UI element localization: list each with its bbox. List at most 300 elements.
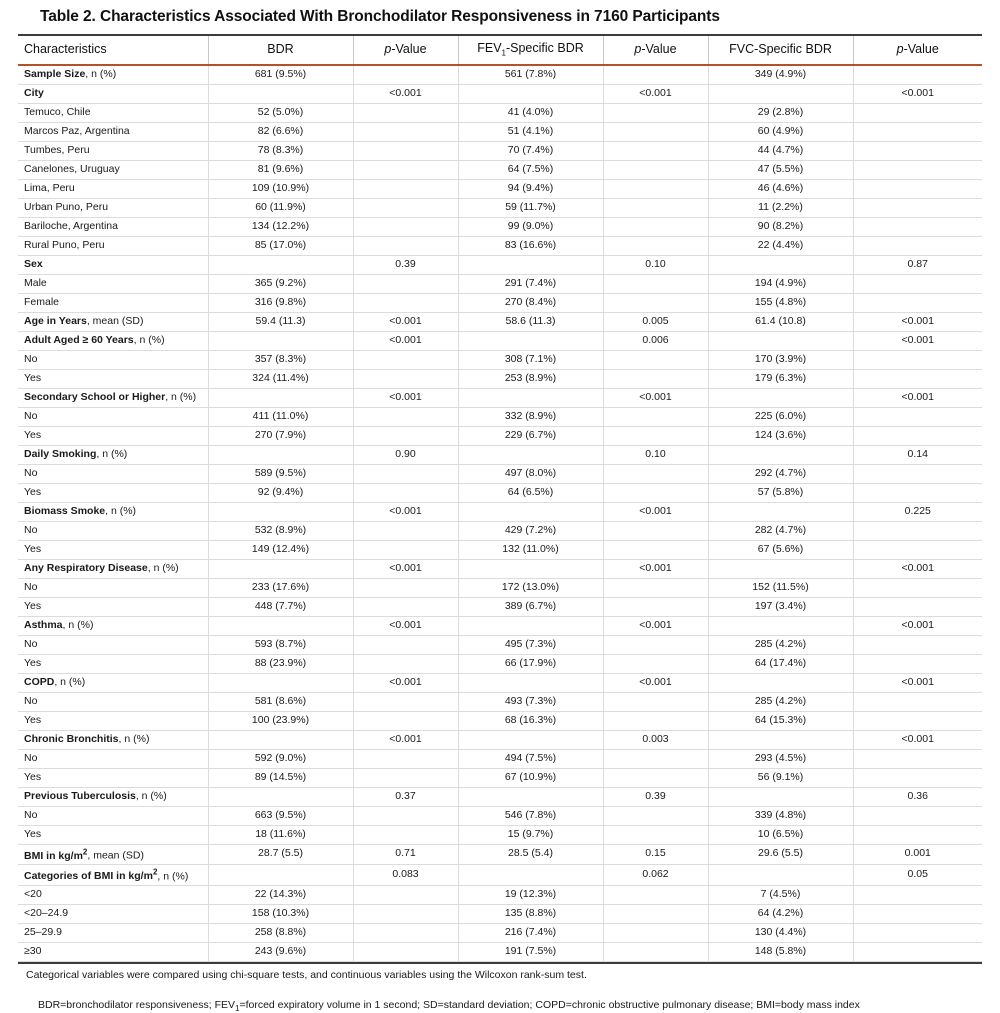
- cell-pvalue-3: [853, 179, 982, 198]
- cell-bdr: [208, 255, 353, 274]
- row-label: Yes: [18, 483, 208, 502]
- table-row: [18, 331, 982, 350]
- cell-pvalue-2: [603, 635, 708, 654]
- row-label: No: [18, 806, 208, 825]
- cell-fvc: 22 (4.4%): [708, 236, 853, 255]
- cell-fvc: 10 (6.5%): [708, 825, 853, 844]
- cell-fvc: 292 (4.7%): [708, 464, 853, 483]
- cell-pvalue-1: [353, 635, 458, 654]
- cell-pvalue-1: <0.001: [353, 559, 458, 578]
- cell-pvalue-3: [853, 711, 982, 730]
- cell-pvalue-3: <0.001: [853, 559, 982, 578]
- cell-pvalue-3: [853, 198, 982, 217]
- table-row: [18, 217, 982, 236]
- cell-pvalue-1: [353, 217, 458, 236]
- cell-pvalue-2: 0.005: [603, 312, 708, 331]
- cell-bdr: 18 (11.6%): [208, 825, 353, 844]
- cell-fvc: [708, 673, 853, 692]
- cell-pvalue-1: <0.001: [353, 502, 458, 521]
- cell-pvalue-1: 0.39: [353, 255, 458, 274]
- cell-bdr: [208, 673, 353, 692]
- table-row: [18, 635, 982, 654]
- column-header-fvc-bdr: FVC-Specific BDR: [708, 36, 853, 64]
- cell-pvalue-1: [353, 236, 458, 255]
- cell-bdr: 88 (23.9%): [208, 654, 353, 673]
- cell-pvalue-2: <0.001: [603, 84, 708, 103]
- cell-fev1: 493 (7.3%): [458, 692, 603, 711]
- row-label: No: [18, 692, 208, 711]
- cell-pvalue-2: [603, 923, 708, 942]
- cell-pvalue-2: [603, 692, 708, 711]
- cell-pvalue-2: [603, 483, 708, 502]
- cell-fvc: [708, 255, 853, 274]
- cell-fvc: [708, 730, 853, 749]
- cell-fev1: [458, 502, 603, 521]
- cell-pvalue-2: [603, 464, 708, 483]
- table-row: [18, 730, 982, 749]
- table-row: [18, 122, 982, 141]
- cell-pvalue-1: [353, 578, 458, 597]
- cell-bdr: 357 (8.3%): [208, 350, 353, 369]
- cell-pvalue-3: [853, 806, 982, 825]
- cell-pvalue-1: [353, 179, 458, 198]
- cell-bdr: 100 (23.9%): [208, 711, 353, 730]
- table-row: [18, 654, 982, 673]
- cell-pvalue-1: [353, 806, 458, 825]
- row-label: No: [18, 635, 208, 654]
- cell-pvalue-1: <0.001: [353, 312, 458, 331]
- cell-pvalue-1: <0.001: [353, 673, 458, 692]
- cell-fev1: 191 (7.5%): [458, 942, 603, 961]
- row-label: No: [18, 407, 208, 426]
- cell-fvc: [708, 559, 853, 578]
- table-row: [18, 865, 982, 886]
- cell-fev1: 229 (6.7%): [458, 426, 603, 445]
- table-row: [18, 66, 982, 85]
- footnote-abbreviations: BDR=bronchodilator responsiveness; $FEV_1=forced$ expiratory volume in 1 second; SD=standard deviation; COPD=chronic obstructive pulmonary disease; BMI=body mass index: [38, 998, 860, 1013]
- cell-bdr: 92 (9.4%): [208, 483, 353, 502]
- cell-pvalue-3: [853, 122, 982, 141]
- cell-pvalue-3: [853, 274, 982, 293]
- cell-pvalue-1: [353, 160, 458, 179]
- cell-fev1: [458, 730, 603, 749]
- cell-bdr: 89 (14.5%): [208, 768, 353, 787]
- cell-fvc: 155 (4.8%): [708, 293, 853, 312]
- table-row: [18, 255, 982, 274]
- cell-fev1: 429 (7.2%): [458, 521, 603, 540]
- cell-pvalue-3: [853, 923, 982, 942]
- cell-pvalue-1: [353, 66, 458, 85]
- row-label: Yes: [18, 426, 208, 445]
- cell-pvalue-1: [353, 103, 458, 122]
- cell-fev1: 58.6 (11.3): [458, 312, 603, 331]
- row-label: Temuco, Chile: [18, 103, 208, 122]
- cell-fvc: 61.4 (10.8): [708, 312, 853, 331]
- table-row: [18, 673, 982, 692]
- cell-bdr: 158 (10.3%): [208, 904, 353, 923]
- cell-fvc: 11 (2.2%): [708, 198, 853, 217]
- cell-pvalue-2: [603, 578, 708, 597]
- table-row: [18, 825, 982, 844]
- row-label: <20–24.9: [18, 904, 208, 923]
- cell-pvalue-1: 0.083: [353, 865, 458, 886]
- row-label: Sample Size, n (%): [18, 66, 208, 85]
- cell-fev1: 332 (8.9%): [458, 407, 603, 426]
- table-row: [18, 844, 982, 865]
- cell-pvalue-1: <0.001: [353, 388, 458, 407]
- row-label: Chronic Bronchitis, n (%): [18, 730, 208, 749]
- cell-fvc: [708, 865, 853, 886]
- cell-fev1: 253 (8.9%): [458, 369, 603, 388]
- cell-fvc: 148 (5.8%): [708, 942, 853, 961]
- cell-pvalue-3: [853, 904, 982, 923]
- cell-pvalue-2: [603, 141, 708, 160]
- cell-fev1: [458, 445, 603, 464]
- cell-bdr: 593 (8.7%): [208, 635, 353, 654]
- cell-fvc: 130 (4.4%): [708, 923, 853, 942]
- row-label: Yes: [18, 540, 208, 559]
- table-row: [18, 483, 982, 502]
- cell-fvc: [708, 787, 853, 806]
- cell-pvalue-1: [353, 122, 458, 141]
- table-row: [18, 236, 982, 255]
- cell-fvc: 285 (4.2%): [708, 692, 853, 711]
- cell-fev1: 99 (9.0%): [458, 217, 603, 236]
- cell-fev1: 135 (8.8%): [458, 904, 603, 923]
- table-row: [18, 692, 982, 711]
- cell-bdr: 448 (7.7%): [208, 597, 353, 616]
- cell-fev1: 51 (4.1%): [458, 122, 603, 141]
- table-row: [18, 904, 982, 923]
- cell-pvalue-2: [603, 768, 708, 787]
- cell-fev1: [458, 673, 603, 692]
- cell-fvc: 124 (3.6%): [708, 426, 853, 445]
- table-row: [18, 84, 982, 103]
- cell-pvalue-1: [353, 407, 458, 426]
- cell-bdr: [208, 559, 353, 578]
- cell-fvc: 285 (4.2%): [708, 635, 853, 654]
- cell-fev1: 64 (7.5%): [458, 160, 603, 179]
- cell-pvalue-2: [603, 540, 708, 559]
- cell-bdr: 365 (9.2%): [208, 274, 353, 293]
- cell-pvalue-1: [353, 293, 458, 312]
- cell-fvc: 349 (4.9%): [708, 66, 853, 85]
- cell-fev1: [458, 255, 603, 274]
- cell-fvc: 194 (4.9%): [708, 274, 853, 293]
- cell-pvalue-2: 0.15: [603, 844, 708, 865]
- cell-fvc: 57 (5.8%): [708, 483, 853, 502]
- column-header-bdr: BDR: [208, 36, 353, 64]
- cell-pvalue-3: [853, 293, 982, 312]
- row-label: Asthma, n (%): [18, 616, 208, 635]
- cell-pvalue-3: [853, 768, 982, 787]
- column-header-pvalue-1: p-Value: [353, 36, 458, 64]
- cell-pvalue-3: <0.001: [853, 730, 982, 749]
- table-row: [18, 464, 982, 483]
- cell-fev1: 494 (7.5%): [458, 749, 603, 768]
- table-header: [18, 36, 982, 64]
- cell-fev1: 94 (9.4%): [458, 179, 603, 198]
- cell-pvalue-1: [353, 923, 458, 942]
- table-row: [18, 578, 982, 597]
- cell-pvalue-3: [853, 141, 982, 160]
- cell-bdr: 270 (7.9%): [208, 426, 353, 445]
- cell-fev1: 66 (17.9%): [458, 654, 603, 673]
- cell-pvalue-1: [353, 464, 458, 483]
- cell-bdr: 233 (17.6%): [208, 578, 353, 597]
- cell-fvc: 7 (4.5%): [708, 885, 853, 904]
- cell-pvalue-2: [603, 66, 708, 85]
- column-header-fev1-bdr: $FEV_1$-Specific BDR: [458, 36, 603, 64]
- cell-pvalue-1: [353, 426, 458, 445]
- cell-pvalue-3: [853, 635, 982, 654]
- cell-pvalue-2: [603, 198, 708, 217]
- cell-pvalue-3: [853, 350, 982, 369]
- cell-bdr: 78 (8.3%): [208, 141, 353, 160]
- cell-pvalue-2: <0.001: [603, 388, 708, 407]
- cell-pvalue-3: <0.001: [853, 331, 982, 350]
- cell-fvc: 339 (4.8%): [708, 806, 853, 825]
- cell-pvalue-2: 0.003: [603, 730, 708, 749]
- cell-fev1: 291 (7.4%): [458, 274, 603, 293]
- table-row: [18, 597, 982, 616]
- cell-fvc: [708, 616, 853, 635]
- cell-fev1: 19 (12.3%): [458, 885, 603, 904]
- row-label: City: [18, 84, 208, 103]
- row-label: Any Respiratory Disease, n (%): [18, 559, 208, 578]
- cell-fev1: 270 (8.4%): [458, 293, 603, 312]
- row-label: Yes: [18, 825, 208, 844]
- cell-bdr: [208, 616, 353, 635]
- cell-fev1: 70 (7.4%): [458, 141, 603, 160]
- cell-pvalue-1: [353, 654, 458, 673]
- row-label: Yes: [18, 654, 208, 673]
- cell-pvalue-2: [603, 426, 708, 445]
- cell-pvalue-1: [353, 597, 458, 616]
- cell-pvalue-2: [603, 597, 708, 616]
- row-label: Yes: [18, 711, 208, 730]
- cell-fev1: [458, 787, 603, 806]
- row-label: Secondary School or Higher, n (%): [18, 388, 208, 407]
- cell-pvalue-3: 0.36: [853, 787, 982, 806]
- cell-fev1: 308 (7.1%): [458, 350, 603, 369]
- cell-bdr: 324 (11.4%): [208, 369, 353, 388]
- cell-pvalue-1: [353, 749, 458, 768]
- cell-pvalue-1: 0.37: [353, 787, 458, 806]
- cell-pvalue-3: [853, 521, 982, 540]
- cell-fev1: 389 (6.7%): [458, 597, 603, 616]
- cell-pvalue-1: 0.71: [353, 844, 458, 865]
- cell-pvalue-2: [603, 160, 708, 179]
- cell-fvc: [708, 331, 853, 350]
- row-label: Canelones, Uruguay: [18, 160, 208, 179]
- cell-pvalue-3: 0.001: [853, 844, 982, 865]
- cell-pvalue-2: [603, 904, 708, 923]
- row-label: Daily Smoking, n (%): [18, 445, 208, 464]
- table-row: [18, 426, 982, 445]
- cell-fvc: [708, 502, 853, 521]
- table-row: [18, 141, 982, 160]
- cell-pvalue-3: [853, 407, 982, 426]
- row-label: 25–29.9: [18, 923, 208, 942]
- cell-fev1: [458, 865, 603, 886]
- cell-fvc: 29 (2.8%): [708, 103, 853, 122]
- cell-pvalue-2: [603, 293, 708, 312]
- row-label: Yes: [18, 369, 208, 388]
- table-row: [18, 806, 982, 825]
- cell-pvalue-2: [603, 103, 708, 122]
- cell-pvalue-1: [353, 521, 458, 540]
- cell-pvalue-3: 0.87: [853, 255, 982, 274]
- cell-bdr: [208, 502, 353, 521]
- table-row: [18, 559, 982, 578]
- table-row: [18, 502, 982, 521]
- characteristics-table-body: [18, 66, 982, 962]
- cell-pvalue-2: [603, 806, 708, 825]
- cell-fvc: 60 (4.9%): [708, 122, 853, 141]
- cell-pvalue-1: 0.90: [353, 445, 458, 464]
- cell-pvalue-3: [853, 692, 982, 711]
- cell-pvalue-1: [353, 904, 458, 923]
- cell-bdr: 316 (9.8%): [208, 293, 353, 312]
- cell-pvalue-2: [603, 122, 708, 141]
- cell-pvalue-2: [603, 179, 708, 198]
- cell-pvalue-1: [353, 692, 458, 711]
- cell-pvalue-1: <0.001: [353, 331, 458, 350]
- row-label: No: [18, 464, 208, 483]
- row-label: Adult Aged ≥ 60 Years, n (%): [18, 331, 208, 350]
- table-row: [18, 179, 982, 198]
- table-row: [18, 274, 982, 293]
- cell-pvalue-1: [353, 350, 458, 369]
- cell-pvalue-3: [853, 654, 982, 673]
- cell-pvalue-3: [853, 749, 982, 768]
- cell-pvalue-3: 0.14: [853, 445, 982, 464]
- cell-fev1: 83 (16.6%): [458, 236, 603, 255]
- header-row: [18, 36, 982, 64]
- cell-pvalue-3: [853, 597, 982, 616]
- cell-fvc: 64 (17.4%): [708, 654, 853, 673]
- row-label: ≥30: [18, 942, 208, 961]
- row-label: Age in Years, mean (SD): [18, 312, 208, 331]
- cell-bdr: 589 (9.5%): [208, 464, 353, 483]
- footnote-primary: Categorical variables were compared using chi-square tests, and continuous variables using the Wilcoxon rank-sum test.: [26, 968, 587, 981]
- cell-bdr: 532 (8.9%): [208, 521, 353, 540]
- row-label: Yes: [18, 768, 208, 787]
- cell-bdr: 52 (5.0%): [208, 103, 353, 122]
- cell-fev1: 64 (6.5%): [458, 483, 603, 502]
- cell-bdr: 258 (8.8%): [208, 923, 353, 942]
- cell-pvalue-1: [353, 369, 458, 388]
- cell-fvc: 225 (6.0%): [708, 407, 853, 426]
- cell-fev1: 15 (9.7%): [458, 825, 603, 844]
- row-label: No: [18, 578, 208, 597]
- table-row: [18, 103, 982, 122]
- cell-pvalue-2: [603, 521, 708, 540]
- cell-bdr: 28.7 (5.5): [208, 844, 353, 865]
- table-row: [18, 293, 982, 312]
- cell-pvalue-1: <0.001: [353, 616, 458, 635]
- cell-bdr: [208, 84, 353, 103]
- cell-fev1: [458, 616, 603, 635]
- cell-pvalue-2: [603, 942, 708, 961]
- row-label: Yes: [18, 597, 208, 616]
- table-row: [18, 445, 982, 464]
- row-label: No: [18, 749, 208, 768]
- cell-fev1: [458, 331, 603, 350]
- cell-pvalue-2: 0.39: [603, 787, 708, 806]
- cell-bdr: [208, 787, 353, 806]
- row-label: Bariloche, Argentina: [18, 217, 208, 236]
- cell-pvalue-3: <0.001: [853, 388, 982, 407]
- cell-pvalue-1: [353, 711, 458, 730]
- cell-fvc: [708, 388, 853, 407]
- table-row: [18, 923, 982, 942]
- cell-pvalue-2: 0.10: [603, 445, 708, 464]
- cell-fvc: 64 (15.3%): [708, 711, 853, 730]
- cell-fvc: 170 (3.9%): [708, 350, 853, 369]
- cell-fvc: 56 (9.1%): [708, 768, 853, 787]
- cell-bdr: 85 (17.0%): [208, 236, 353, 255]
- cell-pvalue-1: [353, 540, 458, 559]
- cell-fev1: 497 (8.0%): [458, 464, 603, 483]
- row-label: Female: [18, 293, 208, 312]
- cell-bdr: 81 (9.6%): [208, 160, 353, 179]
- cell-bdr: 109 (10.9%): [208, 179, 353, 198]
- cell-fvc: 197 (3.4%): [708, 597, 853, 616]
- cell-pvalue-1: [353, 141, 458, 160]
- cell-bdr: 149 (12.4%): [208, 540, 353, 559]
- table-row: [18, 369, 982, 388]
- cell-fvc: 293 (4.5%): [708, 749, 853, 768]
- cell-pvalue-3: [853, 369, 982, 388]
- table-row: [18, 312, 982, 331]
- column-header-pvalue-3: p-Value: [896, 42, 939, 57]
- row-label: Marcos Paz, Argentina: [18, 122, 208, 141]
- cell-pvalue-3: [853, 426, 982, 445]
- page-title: Table 2. Characteristics Associated With Bronchodilator Responsiveness in 7160 Participants: [40, 8, 720, 25]
- cell-fvc: 90 (8.2%): [708, 217, 853, 236]
- cell-pvalue-2: [603, 369, 708, 388]
- cell-pvalue-3: <0.001: [853, 312, 982, 331]
- cell-fvc: [708, 445, 853, 464]
- cell-bdr: 22 (14.3%): [208, 885, 353, 904]
- table-row: [18, 407, 982, 426]
- table-row: [18, 768, 982, 787]
- cell-bdr: 243 (9.6%): [208, 942, 353, 961]
- cell-fev1: 132 (11.0%): [458, 540, 603, 559]
- table-row: [18, 885, 982, 904]
- row-label: <20: [18, 885, 208, 904]
- column-header-characteristics: Characteristics: [18, 36, 208, 64]
- cell-pvalue-1: [353, 768, 458, 787]
- cell-bdr: 60 (11.9%): [208, 198, 353, 217]
- cell-fev1: 67 (10.9%): [458, 768, 603, 787]
- cell-pvalue-3: [853, 578, 982, 597]
- table-row: [18, 942, 982, 961]
- cell-pvalue-3: [853, 885, 982, 904]
- table-body: [18, 66, 982, 962]
- cell-bdr: [208, 388, 353, 407]
- cell-pvalue-3: [853, 825, 982, 844]
- cell-pvalue-2: [603, 711, 708, 730]
- row-label: BMI in $kg/m^2$, mean (SD): [18, 844, 208, 865]
- table-row: [18, 198, 982, 217]
- cell-bdr: 592 (9.0%): [208, 749, 353, 768]
- cell-fvc: 44 (4.7%): [708, 141, 853, 160]
- cell-pvalue-2: [603, 217, 708, 236]
- cell-bdr: 59.4 (11.3): [208, 312, 353, 331]
